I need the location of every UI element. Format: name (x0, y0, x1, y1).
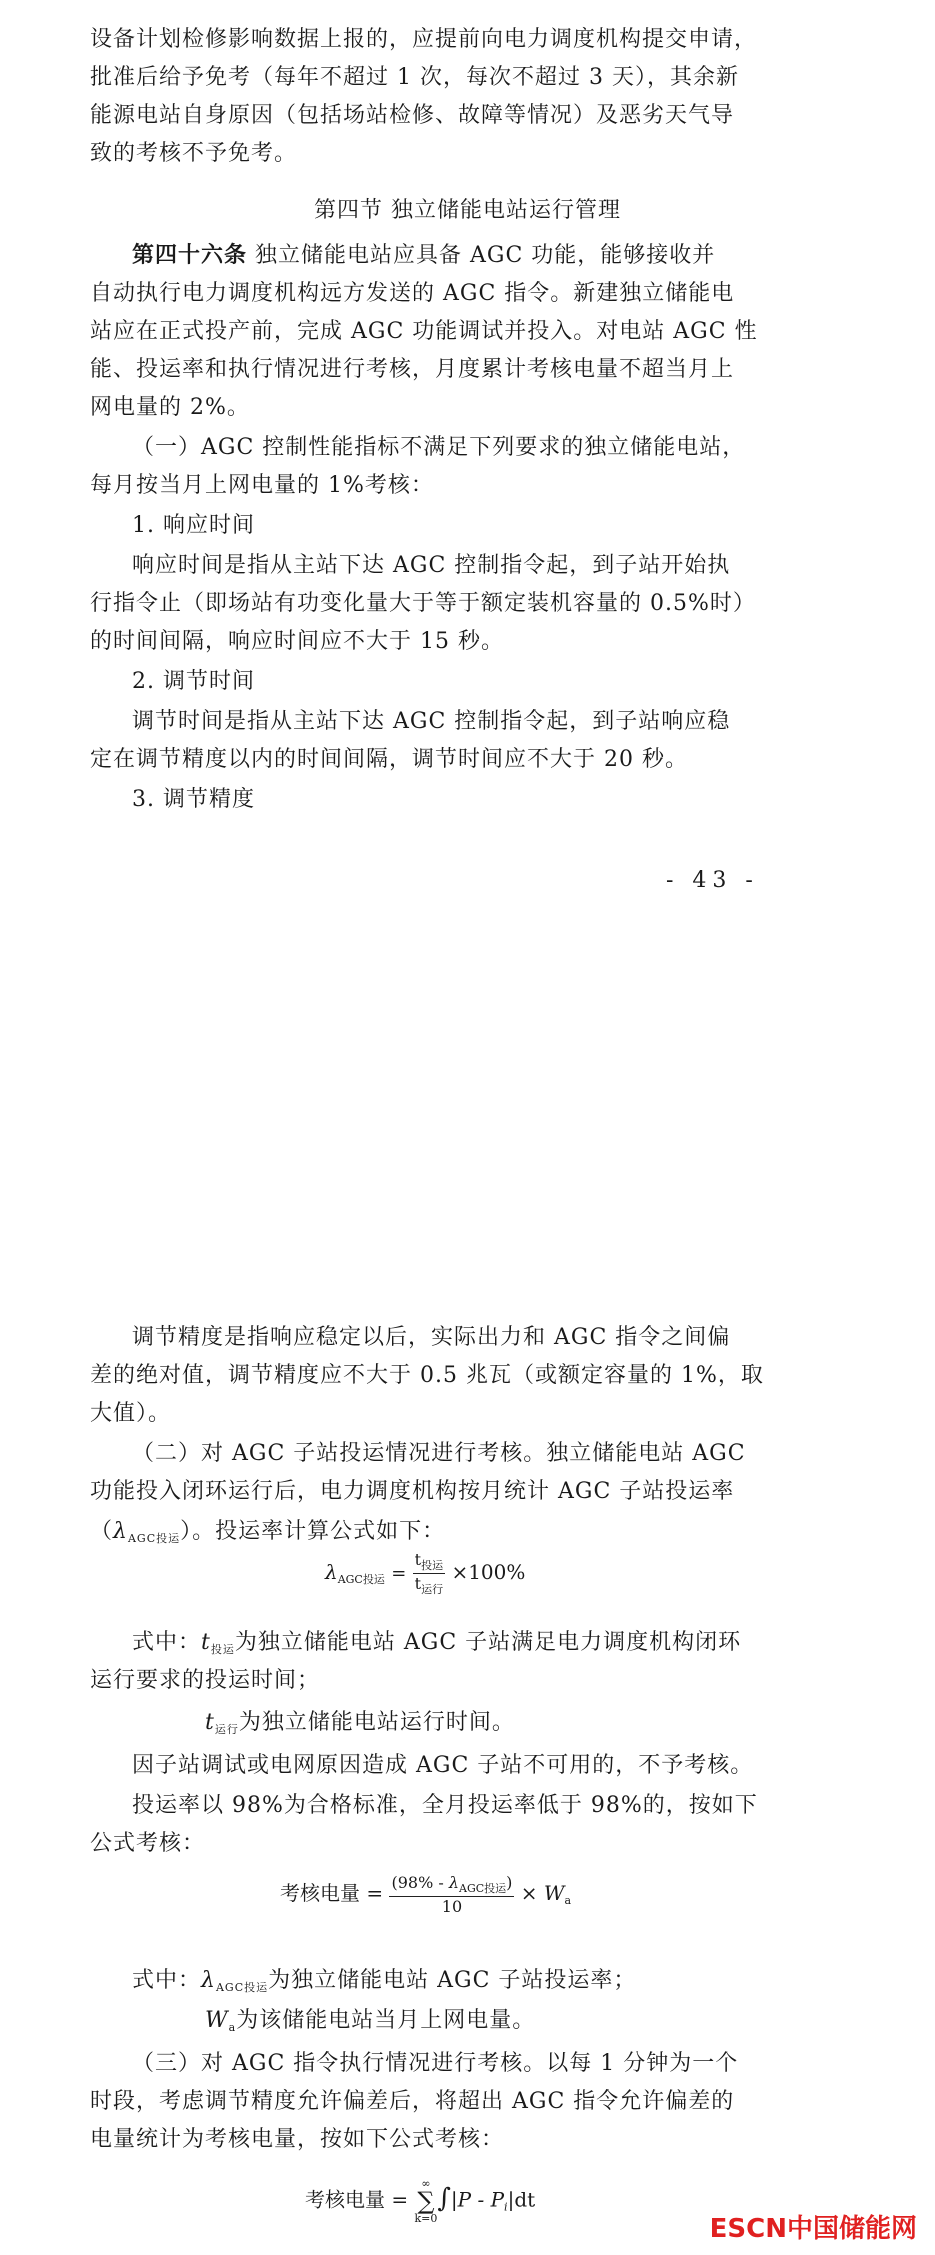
text-line: 设备计划检修影响数据上报的，应提前向电力调度机构提交申请， (90, 27, 758, 52)
text-line: $(\lambda_{AGC投运})$。投运率计算公式如下： (90, 1519, 446, 1545)
text-line: 调节精度是指响应稳定以后，实际出力和 AGC 指令之间偏 (132, 1325, 731, 1350)
text-line: 站应在正式投产前，完成 AGC 功能调试并投入。对电站 AGC 性 (90, 319, 758, 344)
where-clause-4: $W_a$为该储能电站当月上网电量。 (205, 2008, 536, 2034)
text-line: 的时间间隔，响应时间应不大于 15 秒。 (90, 629, 504, 654)
item-1-line: （一）AGC 控制性能指标不满足下列要求的独立储能电站， (132, 435, 746, 460)
article-label: 第四十六条 (132, 242, 248, 268)
text-line: 投运率以 98%为合格标准，全月投运率低于 98%的，按如下 (132, 1793, 758, 1818)
where-clause-2: $t_{运行}$为独立储能电站运行时间。 (205, 1710, 515, 1736)
text-line: 能源电站自身原因（包括场站检修、故障等情况）及恶劣天气导 (90, 103, 735, 128)
item-2-line: （二）对 AGC 子站投运情况进行考核。独立储能电站 AGC (132, 1441, 746, 1466)
section-title: 第四节 独立储能电站运行管理 (314, 198, 621, 223)
item-3-line: （三）对 AGC 指令执行情况进行考核。以每 1 分钟为一个 (132, 2051, 739, 2076)
subheading-adjust-time: 2. 调节时间 (132, 669, 255, 694)
text-line: 电量统计为考核电量，按如下公式考核： (90, 2127, 505, 2152)
formula-operation-rate: $\lambda_{AGC投运}$ = $\frac{t_{投运}}{t_{运行}}$ ×100% (325, 1550, 526, 1596)
lambda-symbol: λ (113, 1519, 128, 1544)
text-line: 行指令止（即场站有功变化量大于等于额定装机容量的 0.5%时） (90, 591, 756, 616)
text-line: 公式考核： (90, 1831, 206, 1856)
text-line: 时段，考虑调节精度允许偏差后，将超出 AGC 指令允许偏差的 (90, 2089, 735, 2114)
text-line: 运行要求的投运时间； (90, 1668, 321, 1693)
subheading-adjust-precision: 3. 调节精度 (132, 787, 255, 812)
text-line: 调节时间是指从主站下达 AGC 控制指令起，到子站响应稳 (132, 709, 731, 734)
formula-execution-assessment: 考核电量 = ∞ ∑ k=0 $\int|P - P_i|dt$ (305, 2177, 536, 2225)
text-line: 差的绝对值，调节精度应不大于 0.5 兆瓦（或额定容量的 1%，取 (90, 1363, 764, 1388)
text-line: 大值）。 (90, 1401, 172, 1426)
formula-fraction: $\frac{t_{投运}}{t_{运行}}$ (414, 1550, 444, 1596)
formula-fraction: $\frac{(98\% - \lambda_{AGC投运})}{10}$ (391, 1873, 513, 1916)
text-line: 响应时间是指从主站下达 AGC 控制指令起，到子站开始执 (132, 553, 731, 578)
where-clause-3: 式中：$\lambda_{AGC投运}$为独立储能电站 AGC 子站投运率； (132, 1968, 637, 1994)
escn-watermark-logo: ESCN中国储能网 (709, 2214, 917, 2244)
text-line: 因子站调试或电网原因造成 AGC 子站不可用的，不予考核。 (132, 1753, 754, 1778)
text-line: 自动执行电力调度机构远方发送的 AGC 指令。新建独立储能电 (90, 281, 735, 306)
subheading-response-time: 1. 响应时间 (132, 513, 255, 538)
text-line: 批准后给予免考（每年不超过 1 次，每次不超过 3 天），其余新 (90, 65, 739, 90)
text-line: 定在调节精度以内的时间间隔，调节时间应不大于 20 秒。 (90, 747, 688, 772)
where-clause: 式中：$t_{投运}$为独立储能电站 AGC 子站满足电力调度机构闭环 (132, 1630, 742, 1656)
page-number: - 43 - (666, 868, 759, 893)
text-line: 网电量的 2%。 (90, 395, 250, 420)
formula-assessment-energy: 考核电量 = $\frac{(98\% - \lambda_{AGC投运})}{10}$ × $W_a$ (280, 1873, 572, 1916)
text-line: 能、投运率和执行情况进行考核，月度累计考核电量不超当月上 (90, 357, 735, 382)
text-line: 每月按当月上网电量的 1%考核： (90, 473, 434, 498)
text-line: 致的考核不予免考。 (90, 141, 298, 166)
article-text: 独立储能电站应具备 AGC 功能，能够接收并 (247, 243, 716, 268)
text-line: 功能投入闭环运行后，电力调度机构按月统计 AGC 子站投运率 (90, 1479, 735, 1504)
